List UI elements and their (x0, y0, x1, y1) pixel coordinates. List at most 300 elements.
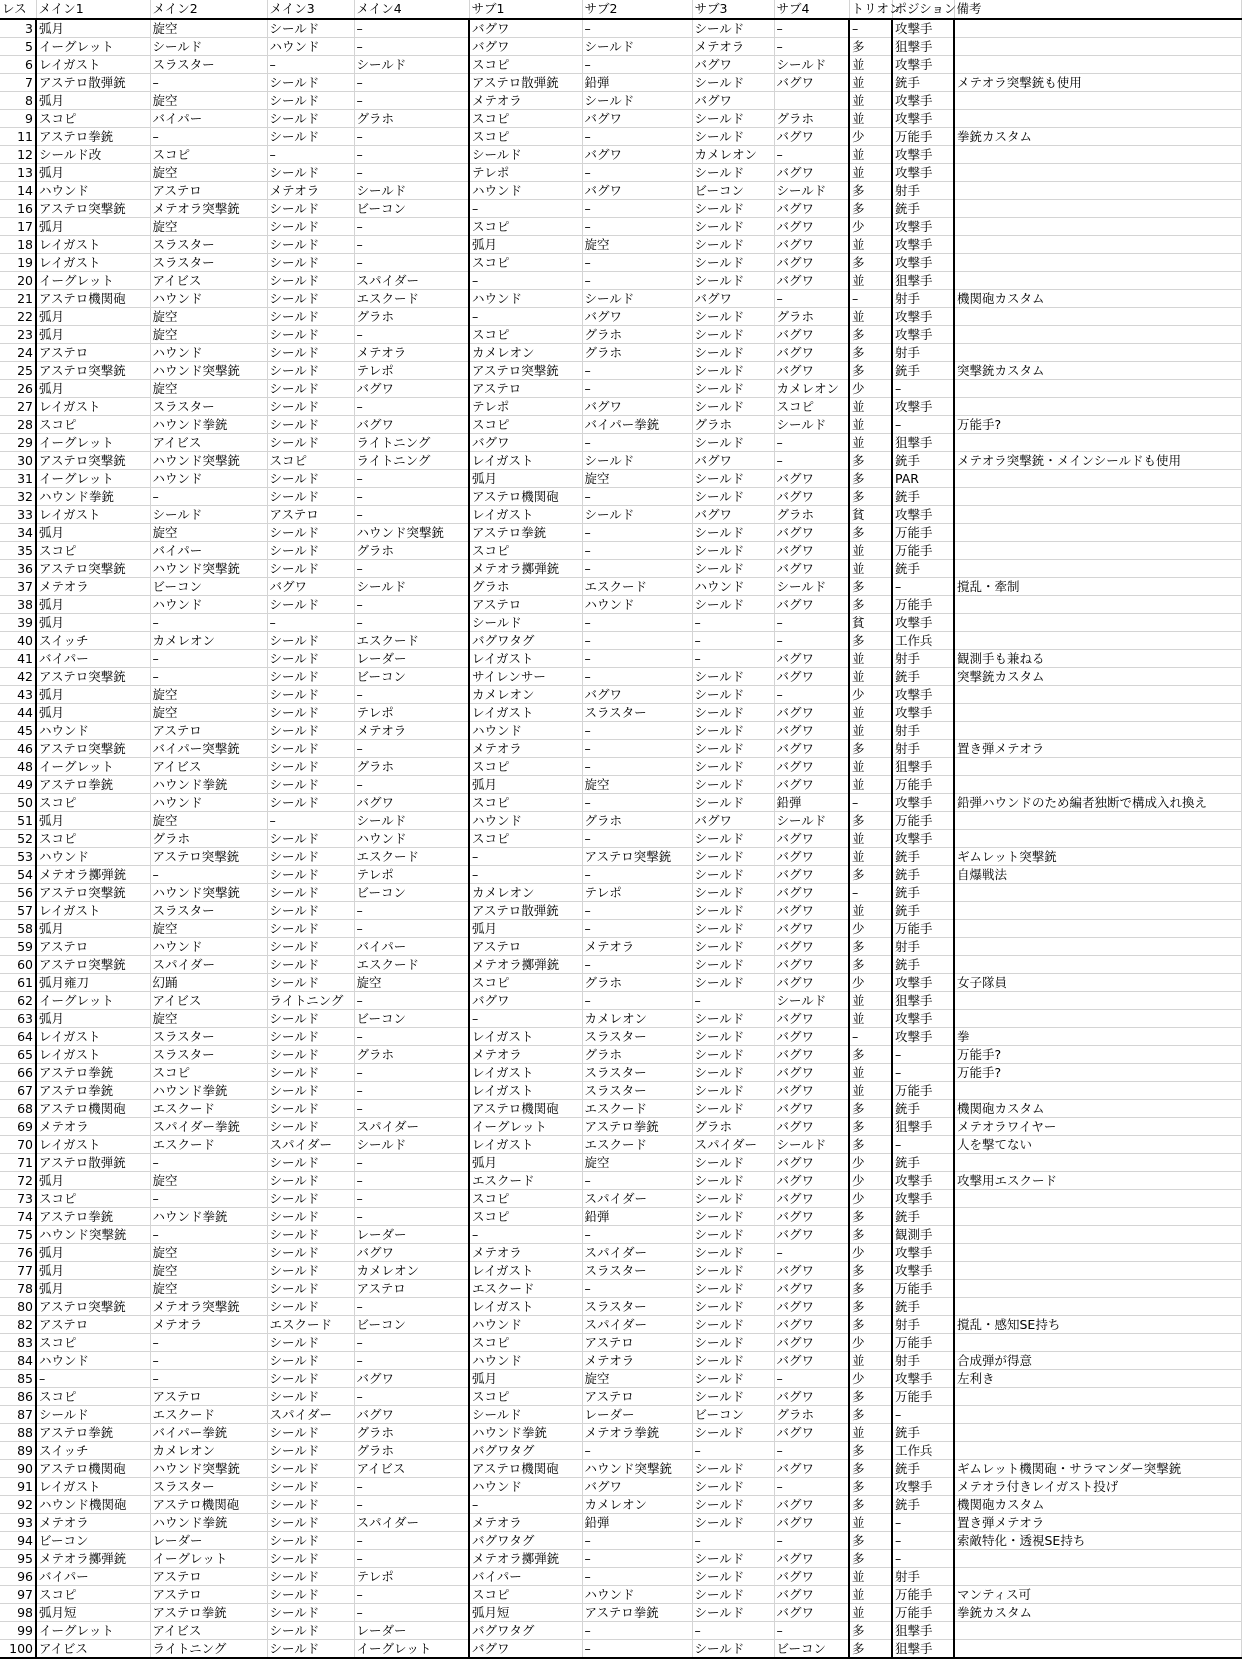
cell-col-main3[interactable]: シールド (267, 1046, 354, 1064)
cell-col-res[interactable]: 25 (0, 362, 36, 380)
cell-col-main1[interactable]: スコピ (36, 110, 150, 128)
cell-col-sub4[interactable]: – (774, 1442, 849, 1460)
cell-col-res[interactable]: 44 (0, 704, 36, 722)
cell-col-sub2[interactable]: – (582, 668, 692, 686)
cell-col-notes[interactable] (954, 1442, 1241, 1460)
cell-col-sub3[interactable]: グラホ (692, 416, 774, 434)
cell-col-main1[interactable]: アステロ突撃銃 (36, 1298, 150, 1316)
cell-col-main3[interactable]: シールド (267, 19, 354, 38)
cell-col-position[interactable]: 銃手 (892, 848, 954, 866)
cell-col-notes[interactable]: 拳銃カスタム (954, 128, 1241, 146)
cell-col-sub1[interactable]: レイガスト (469, 1136, 582, 1154)
cell-col-res[interactable]: 65 (0, 1046, 36, 1064)
cell-col-sub1[interactable]: バグワ (469, 434, 582, 452)
cell-col-sub4[interactable]: バグワ (774, 128, 849, 146)
cell-col-sub1[interactable]: レイガスト (469, 1064, 582, 1082)
cell-col-main1[interactable]: レイガスト (36, 398, 150, 416)
cell-col-main1[interactable]: ハウンド拳銃 (36, 488, 150, 506)
cell-col-trion[interactable]: 並 (849, 434, 892, 452)
cell-col-main1[interactable]: ハウンド (36, 182, 150, 200)
cell-col-main2[interactable]: スラスター (150, 902, 267, 920)
cell-col-main1[interactable]: 弧月 (36, 704, 150, 722)
cell-col-res[interactable]: 33 (0, 506, 36, 524)
cell-col-sub2[interactable]: アステロ突撃銃 (582, 848, 692, 866)
cell-col-sub1[interactable]: スコピ (469, 1586, 582, 1604)
cell-col-trion[interactable]: 並 (849, 560, 892, 578)
cell-col-position[interactable]: 射手 (892, 722, 954, 740)
cell-col-notes[interactable] (954, 1568, 1241, 1586)
cell-col-sub2[interactable]: – (582, 1622, 692, 1640)
cell-col-res[interactable]: 43 (0, 686, 36, 704)
cell-col-sub3[interactable]: – (692, 1442, 774, 1460)
cell-col-res[interactable]: 52 (0, 830, 36, 848)
cell-col-res[interactable]: 94 (0, 1532, 36, 1550)
cell-col-position[interactable]: – (892, 1532, 954, 1550)
cell-col-main2[interactable]: – (150, 1190, 267, 1208)
cell-col-trion[interactable]: 多 (849, 254, 892, 272)
cell-col-sub3[interactable]: シールド (692, 380, 774, 398)
cell-col-res[interactable]: 85 (0, 1370, 36, 1388)
cell-col-notes[interactable] (954, 1424, 1241, 1442)
cell-col-main3[interactable]: シールド (267, 1334, 354, 1352)
cell-col-res[interactable]: 6 (0, 56, 36, 74)
cell-col-sub2[interactable]: – (582, 434, 692, 452)
cell-col-trion[interactable]: 多 (849, 1298, 892, 1316)
cell-col-sub2[interactable]: バグワ (582, 398, 692, 416)
cell-col-position[interactable]: 攻撃手 (892, 308, 954, 326)
cell-col-sub1[interactable]: 弧月 (469, 776, 582, 794)
cell-col-main1[interactable]: ハウンド機関砲 (36, 1496, 150, 1514)
cell-col-position[interactable]: 銃手 (892, 1298, 954, 1316)
cell-col-sub2[interactable]: グラホ (582, 812, 692, 830)
cell-col-main2[interactable]: – (150, 650, 267, 668)
cell-col-main2[interactable]: グラホ (150, 830, 267, 848)
cell-col-position[interactable]: – (892, 1550, 954, 1568)
cell-col-sub2[interactable]: 鉛弾 (582, 74, 692, 92)
cell-col-sub3[interactable]: シールド (692, 398, 774, 416)
cell-col-notes[interactable]: 人を撃てない (954, 1136, 1241, 1154)
cell-col-main1[interactable]: レイガスト (36, 1478, 150, 1496)
cell-col-sub4[interactable]: バグワ (774, 470, 849, 488)
cell-col-sub3[interactable]: シールド (692, 1280, 774, 1298)
cell-col-main1[interactable]: ビーコン (36, 1532, 150, 1550)
cell-col-main3[interactable]: シールド (267, 866, 354, 884)
cell-col-res[interactable]: 63 (0, 1010, 36, 1028)
cell-col-sub3[interactable]: シールド (692, 704, 774, 722)
cell-col-main3[interactable]: – (267, 614, 354, 632)
cell-col-sub1[interactable]: レイガスト (469, 506, 582, 524)
cell-col-sub2[interactable]: スラスター (582, 1064, 692, 1082)
cell-col-main4[interactable]: – (354, 398, 469, 416)
cell-col-notes[interactable] (954, 884, 1241, 902)
cell-col-sub2[interactable]: バイパー拳銃 (582, 416, 692, 434)
header-col-sub1[interactable]: サブ1 (469, 0, 582, 19)
cell-col-sub3[interactable]: シールド (692, 1352, 774, 1370)
cell-col-sub4[interactable]: バグワ (774, 1514, 849, 1532)
cell-col-sub3[interactable]: シールド (692, 1100, 774, 1118)
cell-col-res[interactable]: 59 (0, 938, 36, 956)
cell-col-main1[interactable]: メテオラ (36, 578, 150, 596)
cell-col-main3[interactable]: シールド (267, 668, 354, 686)
cell-col-notes[interactable] (954, 1550, 1241, 1568)
cell-col-main1[interactable]: イーグレット (36, 470, 150, 488)
cell-col-main2[interactable]: 旋空 (150, 19, 267, 38)
cell-col-main2[interactable]: ハウンド (150, 290, 267, 308)
cell-col-sub4[interactable]: バグワ (774, 1028, 849, 1046)
cell-col-main1[interactable]: メテオラ擲弾銃 (36, 866, 150, 884)
cell-col-position[interactable]: 観測手 (892, 1226, 954, 1244)
cell-col-sub1[interactable]: – (469, 200, 582, 218)
cell-col-main3[interactable]: シールド (267, 1514, 354, 1532)
cell-col-sub2[interactable]: グラホ (582, 326, 692, 344)
cell-col-main4[interactable]: 旋空 (354, 974, 469, 992)
cell-col-sub2[interactable]: グラホ (582, 974, 692, 992)
cell-col-sub3[interactable]: シールド (692, 434, 774, 452)
cell-col-main4[interactable]: スパイダー (354, 1118, 469, 1136)
cell-col-res[interactable]: 95 (0, 1550, 36, 1568)
cell-col-sub2[interactable]: – (582, 128, 692, 146)
cell-col-main3[interactable]: シールド (267, 560, 354, 578)
cell-col-res[interactable]: 41 (0, 650, 36, 668)
cell-col-position[interactable]: 射手 (892, 290, 954, 308)
cell-col-sub4[interactable]: バグワ (774, 362, 849, 380)
cell-col-sub1[interactable]: エスクード (469, 1172, 582, 1190)
cell-col-position[interactable]: 攻撃手 (892, 614, 954, 632)
cell-col-sub1[interactable]: スコピ (469, 1388, 582, 1406)
cell-col-notes[interactable]: メテオラ突撃銃も使用 (954, 74, 1241, 92)
cell-col-position[interactable]: 射手 (892, 1352, 954, 1370)
cell-col-sub4[interactable]: グラホ (774, 506, 849, 524)
cell-col-trion[interactable]: 並 (849, 704, 892, 722)
cell-col-trion[interactable]: 多 (849, 200, 892, 218)
cell-col-sub4[interactable] (774, 92, 849, 110)
cell-col-main3[interactable]: シールド (267, 416, 354, 434)
cell-col-res[interactable]: 8 (0, 92, 36, 110)
header-col-sub2[interactable]: サブ2 (582, 0, 692, 19)
cell-col-main4[interactable]: – (354, 992, 469, 1010)
cell-col-main3[interactable]: シールド (267, 308, 354, 326)
cell-col-sub2[interactable]: シールド (582, 452, 692, 470)
cell-col-notes[interactable]: 置き弾メテオラ (954, 740, 1241, 758)
cell-col-sub4[interactable]: バグワ (774, 668, 849, 686)
cell-col-trion[interactable]: 並 (849, 650, 892, 668)
cell-col-main1[interactable]: アステロ突撃銃 (36, 956, 150, 974)
cell-col-trion[interactable]: 並 (849, 74, 892, 92)
cell-col-main2[interactable]: シールド (150, 506, 267, 524)
cell-col-res[interactable]: 22 (0, 308, 36, 326)
cell-col-sub2[interactable]: – (582, 362, 692, 380)
cell-col-position[interactable]: 攻撃手 (892, 146, 954, 164)
cell-col-sub3[interactable]: シールド (692, 110, 774, 128)
cell-col-main1[interactable]: スイッチ (36, 632, 150, 650)
cell-col-notes[interactable]: 観測手も兼ねる (954, 650, 1241, 668)
cell-col-main2[interactable]: ハウンド拳銃 (150, 1514, 267, 1532)
cell-col-notes[interactable]: 自爆戦法 (954, 866, 1241, 884)
cell-col-main3[interactable]: シールド (267, 542, 354, 560)
cell-col-main4[interactable]: – (354, 254, 469, 272)
cell-col-sub3[interactable]: シールド (692, 776, 774, 794)
cell-col-sub2[interactable]: ハウンド (582, 1586, 692, 1604)
cell-col-trion[interactable]: 並 (849, 848, 892, 866)
cell-col-main1[interactable]: スコピ (36, 542, 150, 560)
cell-col-trion[interactable]: 少 (849, 920, 892, 938)
cell-col-position[interactable]: – (892, 1406, 954, 1424)
cell-col-main2[interactable]: 旋空 (150, 326, 267, 344)
cell-col-sub1[interactable]: サイレンサー (469, 668, 582, 686)
cell-col-res[interactable]: 23 (0, 326, 36, 344)
cell-col-sub4[interactable]: バグワ (774, 1118, 849, 1136)
cell-col-sub1[interactable]: バグワ (469, 19, 582, 38)
cell-col-trion[interactable]: 並 (849, 1352, 892, 1370)
cell-col-trion[interactable]: 並 (849, 830, 892, 848)
cell-col-sub3[interactable]: シールド (692, 1370, 774, 1388)
cell-col-main2[interactable]: エスクード (150, 1136, 267, 1154)
cell-col-notes[interactable] (954, 308, 1241, 326)
cell-col-main2[interactable]: ハウンド拳銃 (150, 416, 267, 434)
cell-col-sub4[interactable]: バグワ (774, 542, 849, 560)
cell-col-main4[interactable]: – (354, 128, 469, 146)
cell-col-sub2[interactable]: – (582, 1550, 692, 1568)
cell-col-main4[interactable]: ビーコン (354, 884, 469, 902)
cell-col-sub3[interactable]: ハウンド (692, 578, 774, 596)
cell-col-sub4[interactable]: バグワ (774, 1424, 849, 1442)
cell-col-res[interactable]: 21 (0, 290, 36, 308)
cell-col-trion[interactable]: 多 (849, 956, 892, 974)
cell-col-sub2[interactable]: – (582, 1568, 692, 1586)
cell-col-res[interactable]: 39 (0, 614, 36, 632)
cell-col-position[interactable]: 攻撃手 (892, 974, 954, 992)
cell-col-trion[interactable]: 多 (849, 1640, 892, 1659)
cell-col-sub1[interactable]: レイガスト (469, 704, 582, 722)
cell-col-sub2[interactable]: 鉛弾 (582, 1208, 692, 1226)
cell-col-main3[interactable]: シールド (267, 1064, 354, 1082)
cell-col-main4[interactable]: – (354, 488, 469, 506)
cell-col-main3[interactable]: シールド (267, 1298, 354, 1316)
cell-col-main3[interactable]: シールド (267, 128, 354, 146)
cell-col-sub1[interactable]: スコピ (469, 128, 582, 146)
cell-col-res[interactable]: 75 (0, 1226, 36, 1244)
cell-col-notes[interactable]: マンティス可 (954, 1586, 1241, 1604)
cell-col-notes[interactable]: 機関砲カスタム (954, 1496, 1241, 1514)
cell-col-main3[interactable]: シールド (267, 1550, 354, 1568)
cell-col-main3[interactable]: シールド (267, 776, 354, 794)
cell-col-position[interactable]: 銃手 (892, 1424, 954, 1442)
cell-col-main3[interactable]: シールド (267, 1100, 354, 1118)
cell-col-res[interactable]: 48 (0, 758, 36, 776)
cell-col-sub3[interactable]: シールド (692, 218, 774, 236)
cell-col-main1[interactable]: スイッチ (36, 1442, 150, 1460)
cell-col-sub4[interactable]: スコピ (774, 398, 849, 416)
cell-col-res[interactable]: 87 (0, 1406, 36, 1424)
cell-col-sub4[interactable]: バグワ (774, 1298, 849, 1316)
cell-col-sub2[interactable]: バグワ (582, 1478, 692, 1496)
cell-col-main1[interactable]: 弧月 (36, 686, 150, 704)
cell-col-notes[interactable]: 撹乱・感知SE持ち (954, 1316, 1241, 1334)
cell-col-main1[interactable]: アステロ突撃銃 (36, 740, 150, 758)
cell-col-main1[interactable]: 弧月 (36, 308, 150, 326)
cell-col-sub3[interactable]: シールド (692, 1496, 774, 1514)
cell-col-position[interactable]: 万能手 (892, 1388, 954, 1406)
cell-col-sub4[interactable]: バグワ (774, 920, 849, 938)
cell-col-main3[interactable]: シールド (267, 650, 354, 668)
cell-col-main3[interactable]: シールド (267, 1262, 354, 1280)
cell-col-sub2[interactable]: – (582, 794, 692, 812)
cell-col-sub4[interactable]: シールド (774, 812, 849, 830)
cell-col-sub3[interactable]: シールド (692, 1046, 774, 1064)
cell-col-sub3[interactable]: シールド (692, 1172, 774, 1190)
cell-col-sub1[interactable]: ハウンド (469, 182, 582, 200)
cell-col-sub3[interactable]: シールド (692, 164, 774, 182)
cell-col-sub1[interactable]: アステロ機関砲 (469, 1460, 582, 1478)
cell-col-res[interactable]: 56 (0, 884, 36, 902)
cell-col-position[interactable]: 狙撃手 (892, 1640, 954, 1659)
cell-col-main1[interactable]: アステロ (36, 1316, 150, 1334)
cell-col-main1[interactable]: アステロ散弾銃 (36, 74, 150, 92)
cell-col-notes[interactable]: 女子隊員 (954, 974, 1241, 992)
cell-col-sub3[interactable]: シールド (692, 1388, 774, 1406)
cell-col-main1[interactable]: 弧月 (36, 326, 150, 344)
cell-col-main4[interactable]: – (354, 776, 469, 794)
cell-col-main4[interactable]: – (354, 38, 469, 56)
cell-col-sub3[interactable]: シールド (692, 758, 774, 776)
cell-col-sub3[interactable]: シールド (692, 1028, 774, 1046)
cell-col-main1[interactable]: アステロ突撃銃 (36, 200, 150, 218)
cell-col-main2[interactable]: スコピ (150, 1064, 267, 1082)
cell-col-main2[interactable]: 旋空 (150, 218, 267, 236)
cell-col-notes[interactable] (954, 200, 1241, 218)
cell-col-sub2[interactable]: スラスター (582, 1262, 692, 1280)
cell-col-sub2[interactable]: スパイダー (582, 1244, 692, 1262)
cell-col-main1[interactable]: スコピ (36, 1334, 150, 1352)
cell-col-sub4[interactable]: バグワ (774, 776, 849, 794)
cell-col-sub4[interactable]: – (774, 19, 849, 38)
cell-col-trion[interactable]: 少 (849, 380, 892, 398)
cell-col-notes[interactable]: 撹乱・牽制 (954, 578, 1241, 596)
header-col-position[interactable]: ポジション (892, 0, 954, 19)
cell-col-position[interactable]: 万能手 (892, 1334, 954, 1352)
cell-col-main1[interactable]: 弧月短 (36, 1604, 150, 1622)
cell-col-main1[interactable]: アステロ突撃銃 (36, 452, 150, 470)
cell-col-sub4[interactable]: バグワ (774, 704, 849, 722)
cell-col-position[interactable]: – (892, 1136, 954, 1154)
cell-col-sub1[interactable]: バグワ (469, 992, 582, 1010)
cell-col-notes[interactable] (954, 1280, 1241, 1298)
cell-col-position[interactable]: 攻撃手 (892, 1370, 954, 1388)
cell-col-sub2[interactable]: 旋空 (582, 470, 692, 488)
cell-col-main3[interactable]: シールド (267, 596, 354, 614)
cell-col-main2[interactable]: ハウンド拳銃 (150, 1082, 267, 1100)
cell-col-main2[interactable]: – (150, 128, 267, 146)
cell-col-notes[interactable] (954, 902, 1241, 920)
cell-col-position[interactable]: 狙撃手 (892, 758, 954, 776)
cell-col-sub3[interactable]: シールド (692, 1550, 774, 1568)
cell-col-trion[interactable]: 多 (849, 1118, 892, 1136)
cell-col-main3[interactable]: シールド (267, 632, 354, 650)
cell-col-main1[interactable]: アステロ (36, 938, 150, 956)
cell-col-main2[interactable]: アイビス (150, 1622, 267, 1640)
cell-col-res[interactable]: 82 (0, 1316, 36, 1334)
cell-col-main2[interactable]: – (150, 74, 267, 92)
cell-col-res[interactable]: 70 (0, 1136, 36, 1154)
cell-col-res[interactable]: 76 (0, 1244, 36, 1262)
cell-col-sub3[interactable]: シールド (692, 128, 774, 146)
cell-col-sub2[interactable]: アステロ拳銃 (582, 1604, 692, 1622)
cell-col-trion[interactable]: 並 (849, 1010, 892, 1028)
cell-col-res[interactable]: 68 (0, 1100, 36, 1118)
cell-col-main1[interactable]: スコピ (36, 1586, 150, 1604)
cell-col-main3[interactable]: シールド (267, 110, 354, 128)
cell-col-sub2[interactable]: – (582, 920, 692, 938)
cell-col-sub4[interactable]: バグワ (774, 488, 849, 506)
cell-col-res[interactable]: 42 (0, 668, 36, 686)
cell-col-main2[interactable]: バイパー拳銃 (150, 1424, 267, 1442)
cell-col-sub4[interactable]: シールド (774, 578, 849, 596)
cell-col-main1[interactable]: アステロ突撃銃 (36, 668, 150, 686)
cell-col-main1[interactable]: アステロ機関砲 (36, 1460, 150, 1478)
cell-col-sub4[interactable]: カメレオン (774, 380, 849, 398)
cell-col-sub4[interactable]: バグワ (774, 1046, 849, 1064)
cell-col-position[interactable]: 万能手 (892, 596, 954, 614)
cell-col-notes[interactable] (954, 632, 1241, 650)
cell-col-res[interactable]: 7 (0, 74, 36, 92)
cell-col-res[interactable]: 51 (0, 812, 36, 830)
cell-col-position[interactable]: 射手 (892, 740, 954, 758)
cell-col-main4[interactable]: – (354, 1082, 469, 1100)
cell-col-position[interactable]: 銃手 (892, 1208, 954, 1226)
cell-col-res[interactable]: 14 (0, 182, 36, 200)
cell-col-trion[interactable]: 並 (849, 416, 892, 434)
cell-col-res[interactable]: 45 (0, 722, 36, 740)
cell-col-sub1[interactable]: シールド (469, 1406, 582, 1424)
cell-col-main4[interactable]: – (354, 1190, 469, 1208)
cell-col-main1[interactable]: 弧月 (36, 1172, 150, 1190)
cell-col-sub2[interactable]: スラスター (582, 704, 692, 722)
cell-col-position[interactable]: 攻撃手 (892, 1172, 954, 1190)
cell-col-notes[interactable]: 拳 (954, 1028, 1241, 1046)
cell-col-sub1[interactable]: スコピ (469, 110, 582, 128)
cell-col-main4[interactable]: スパイダー (354, 1514, 469, 1532)
cell-col-trion[interactable]: 多 (849, 1388, 892, 1406)
cell-col-main2[interactable]: カメレオン (150, 1442, 267, 1460)
cell-col-position[interactable]: 射手 (892, 938, 954, 956)
cell-col-sub2[interactable]: バグワ (582, 686, 692, 704)
cell-col-main2[interactable]: 旋空 (150, 1010, 267, 1028)
cell-col-main2[interactable]: ハウンド拳銃 (150, 776, 267, 794)
cell-col-main1[interactable]: ハウンド (36, 848, 150, 866)
cell-col-main1[interactable]: レイガスト (36, 254, 150, 272)
cell-col-sub3[interactable]: シールド (692, 560, 774, 578)
cell-col-sub1[interactable]: – (469, 272, 582, 290)
cell-col-sub2[interactable]: – (582, 650, 692, 668)
cell-col-main2[interactable]: ハウンド (150, 344, 267, 362)
cell-col-main4[interactable]: – (354, 596, 469, 614)
cell-col-main1[interactable]: 弧月 (36, 1244, 150, 1262)
cell-col-sub3[interactable]: シールド (692, 848, 774, 866)
cell-col-notes[interactable] (954, 110, 1241, 128)
cell-col-sub4[interactable]: バグワ (774, 1154, 849, 1172)
cell-col-main4[interactable]: – (354, 1064, 469, 1082)
cell-col-sub3[interactable]: スパイダー (692, 1136, 774, 1154)
header-col-sub3[interactable]: サブ3 (692, 0, 774, 19)
cell-col-notes[interactable] (954, 758, 1241, 776)
cell-col-sub2[interactable]: テレポ (582, 884, 692, 902)
cell-col-sub3[interactable]: シールド (692, 1586, 774, 1604)
cell-col-sub3[interactable]: シールド (692, 722, 774, 740)
cell-col-sub3[interactable]: シールド (692, 794, 774, 812)
cell-col-main3[interactable]: シールド (267, 524, 354, 542)
cell-col-main3[interactable]: シールド (267, 398, 354, 416)
cell-col-trion[interactable]: 少 (849, 1244, 892, 1262)
